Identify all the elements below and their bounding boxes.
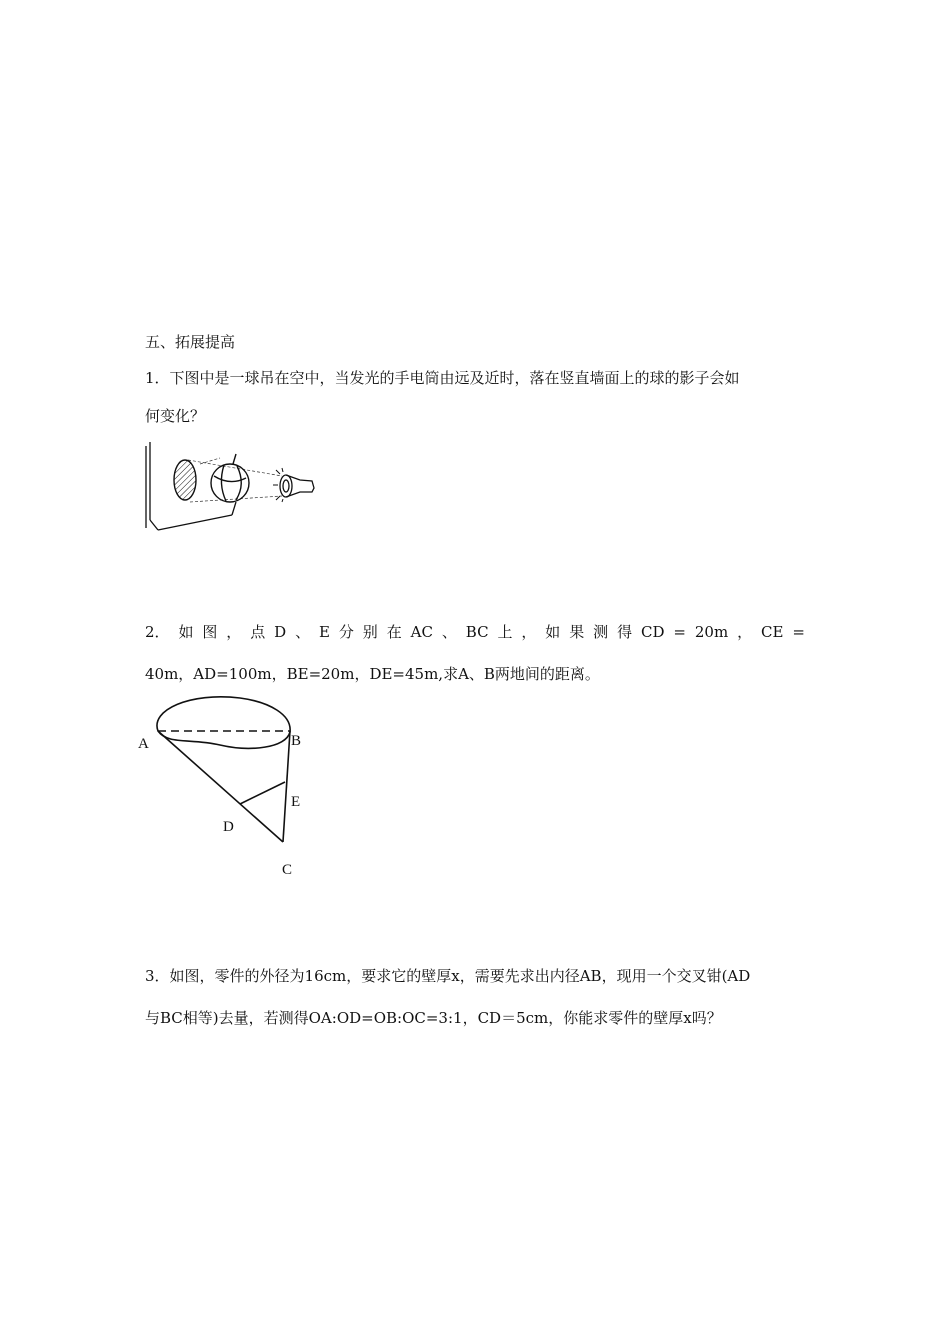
label-B: B bbox=[291, 733, 302, 749]
lake-outline bbox=[157, 697, 290, 748]
question-2-line-1-token: D bbox=[274, 623, 287, 641]
question-2-line-1-token: 得 bbox=[617, 623, 633, 641]
question-2-line-1-token: CE bbox=[761, 623, 784, 641]
segment-DE bbox=[240, 782, 285, 804]
segment-BC bbox=[283, 731, 290, 842]
triangle-lake-figure bbox=[130, 690, 330, 890]
question-2-line-1-token: 20m bbox=[694, 623, 729, 641]
label-C: C bbox=[282, 862, 293, 878]
question-2-line-1-token: 果 bbox=[569, 623, 585, 641]
question-2-line-1-token: 分 bbox=[338, 623, 354, 641]
question-2-line-1-token: 测 bbox=[593, 623, 609, 641]
question-2-line-1-token: 上 bbox=[497, 623, 513, 641]
question-2-line-1-token: 别 bbox=[362, 623, 378, 641]
question-2-line-1-token: AC bbox=[410, 623, 433, 641]
section-title: 五、拓展提高 bbox=[145, 333, 236, 351]
question-2-line-1-token: = bbox=[673, 623, 686, 641]
question-2-line-1-token: ， bbox=[226, 623, 242, 641]
question-2-line-1-token: 、 bbox=[441, 623, 457, 641]
question-2-line-2: 40m，AD=100m，BE=20m，DE=45m,求A、B两地间的距离。 bbox=[145, 665, 600, 683]
question-2-line-1-token: 图 bbox=[202, 623, 218, 641]
question-2-line-1-token: = bbox=[792, 623, 805, 641]
question-3-line-1: 3．如图，零件的外径为16cm，要求它的壁厚x，需要先求出内径AB，现用一个交叉钳(AD bbox=[145, 967, 751, 985]
label-D: D bbox=[223, 819, 234, 835]
question-2-line-1-token: 如 bbox=[178, 623, 194, 641]
label-E: E bbox=[291, 794, 301, 810]
question-2-line-1-token: 2． bbox=[145, 623, 170, 641]
ball bbox=[211, 454, 249, 502]
label-A: A bbox=[138, 736, 149, 752]
question-1-line-2: 何变化？ bbox=[145, 407, 206, 425]
question-2-line-1-token: 如 bbox=[545, 623, 561, 641]
question-2-line-1-token: CD bbox=[640, 623, 665, 641]
question-3-line-2: 与BC相等)去量，若测得OA:OD=OB:OC=3:1，CD＝5cm，你能求零件的壁厚x吗？ bbox=[145, 1009, 722, 1027]
question-2-line-1-token: ， bbox=[737, 623, 753, 641]
question-2-line-1 bbox=[145, 622, 805, 642]
question-2-line-1-token: 、 bbox=[295, 623, 311, 641]
question-2-line-1-token: BC bbox=[465, 623, 489, 641]
question-2-line-1-token: E bbox=[319, 623, 330, 641]
shadow bbox=[174, 460, 196, 500]
flashlight-ball-shadow-figure bbox=[140, 440, 330, 540]
question-2-line-1-token: 在 bbox=[386, 623, 402, 641]
question-2-line-1-token: 点 bbox=[250, 623, 266, 641]
flashlight bbox=[273, 468, 314, 502]
question-1-line-1: 1．下图中是一球吊在空中，当发光的手电筒由远及近时，落在竖直墙面上的球的影子会如 bbox=[145, 369, 740, 387]
question-2-line-1-token: ， bbox=[521, 623, 537, 641]
